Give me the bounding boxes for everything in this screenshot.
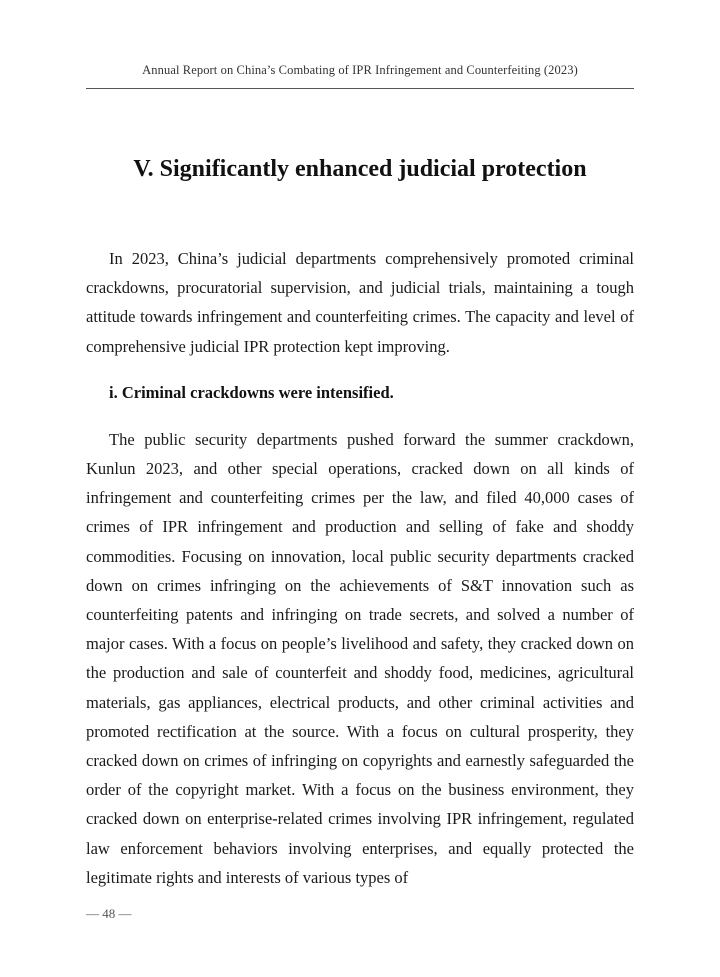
body-paragraph: The public security departments pushed forward the summer crackdown, Kunlun 2023, and other special operations, cracked down on all kinds of infringement and counterfeiting crimes per the law, and filed 40,000 cases of crimes of IPR infringement and production and selling of fake and shoddy commodities. Focusing on innovation, local public security departments cracked down on crimes infringing on the achievements of S&T innovation such as counterfeiting patents and infringing on trade secrets, and solved a number of major cases. With a focus on people’s livelihood and safety, they cracked down on the production and sale of counterfeit and shoddy food, medicines, agricultural materials, gas appliances, electrical products, and other criminal activities and promoted rectification at the source. With a focus on cultural prosperity, they cracked down on crimes of infringing on copyrights and earnestly safeguarded the order of the copyright market. With a focus on the business environment, they cracked down on enterprise-related crimes involving IPR infringement, regulated law enforcement behaviors involving enterprises, and equally protected the legitimate rights and interests of various types of (86, 429, 634, 887)
intro-paragraph: In 2023, China’s judicial departments comprehensively promoted criminal crackdowns, procuratorial supervision, and judicial trials, maintaining a tough attitude towards infringement and counterfeiting crimes. The capacity and level of comprehensive judicial IPR protection kept improving. (86, 249, 634, 356)
body-content (86, 244, 634, 892)
page-number: — 48 — (86, 906, 132, 921)
subsection-heading: i. Criminal crackdowns were intensified. (109, 382, 394, 402)
section-title: V. Significantly enhanced judicial protection (133, 156, 587, 182)
header-rule (86, 88, 634, 89)
running-header: Annual Report on China’s Combating of IPR Infringement and Counterfeiting (2023) (142, 63, 578, 77)
